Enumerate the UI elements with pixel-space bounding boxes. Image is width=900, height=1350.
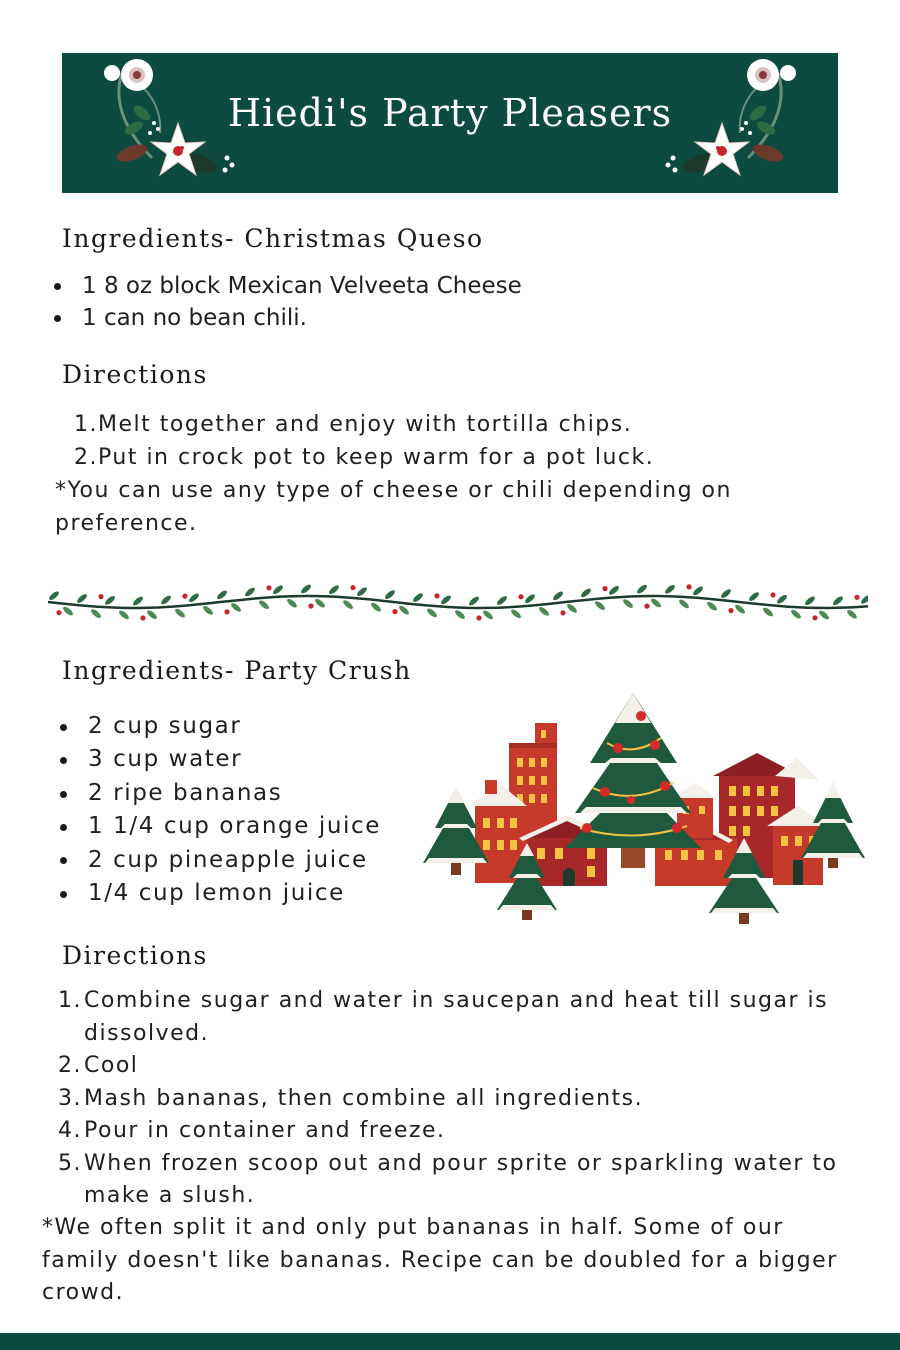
crush-ingredients-list [56,710,381,910]
step-number: 2. [74,445,98,470]
crush-directions-heading: Directions [62,941,208,970]
step-text: Put in crock pot to keep warm for a pot luck. [98,445,655,470]
footer-bar [0,1333,900,1350]
step-number: 1. [58,988,82,1013]
queso-note: *You can use any type of cheese or chili depending on preference. [55,478,732,536]
list-item [42,1148,862,1213]
list-item [58,408,878,441]
crush-ingredients-heading: Ingredients- Party Crush [62,656,412,685]
list-item [58,441,878,474]
step-number: 4. [58,1118,82,1143]
step-text: Melt together and enjoy with tortilla chips. [98,412,633,437]
step-text: Mash bananas, then combine all ingredients. [84,1085,644,1111]
list-item [42,1083,862,1116]
holly-garland-divider [48,580,868,630]
step-text: Combine sugar and water in saucepan and heat till sugar is dissolved. [84,988,829,1046]
list-item: 3 cup water [56,743,381,776]
step-text: Pour in container and freeze. [84,1118,446,1143]
title-banner [62,53,838,193]
list-item: 2 cup sugar [56,710,381,743]
list-item [42,1115,862,1148]
list-item: 2 ripe bananas [56,777,381,810]
list-item [42,985,862,1050]
page-title: Hiedi's Party Pleasers [227,91,673,135]
list-item: 1 can no bean chili. [50,302,522,334]
step-number: 2. [58,1053,82,1078]
step-number: 5. [58,1150,82,1176]
step-number: 1. [74,412,98,437]
step-text: When frozen scoop out and pour sprite or sparkling water to make a slush. [84,1150,838,1208]
big-christmas-tree [565,693,701,868]
crush-directions-list [42,985,862,1213]
queso-ingredients-heading: Ingredients- Christmas Queso [62,224,484,253]
queso-directions-heading: Directions [62,360,208,389]
step-number: 3. [58,1085,82,1111]
list-item: 2 cup pineapple juice [56,844,381,877]
crush-note: *We often split it and only put bananas in half. Some of our family doesn't like bananas. Recipe can be doubled for a bigger crowd. [42,1215,838,1305]
list-item [42,1050,862,1083]
step-text: Cool [84,1053,139,1078]
queso-directions-list [58,408,878,474]
list-item: 1 1/4 cup orange juice [56,810,381,843]
christmas-village-illustration [415,688,875,928]
list-item: 1/4 cup lemon juice [56,877,381,910]
list-item: 1 8 oz block Mexican Velveeta Cheese [50,270,522,302]
queso-ingredients-list [50,270,522,334]
